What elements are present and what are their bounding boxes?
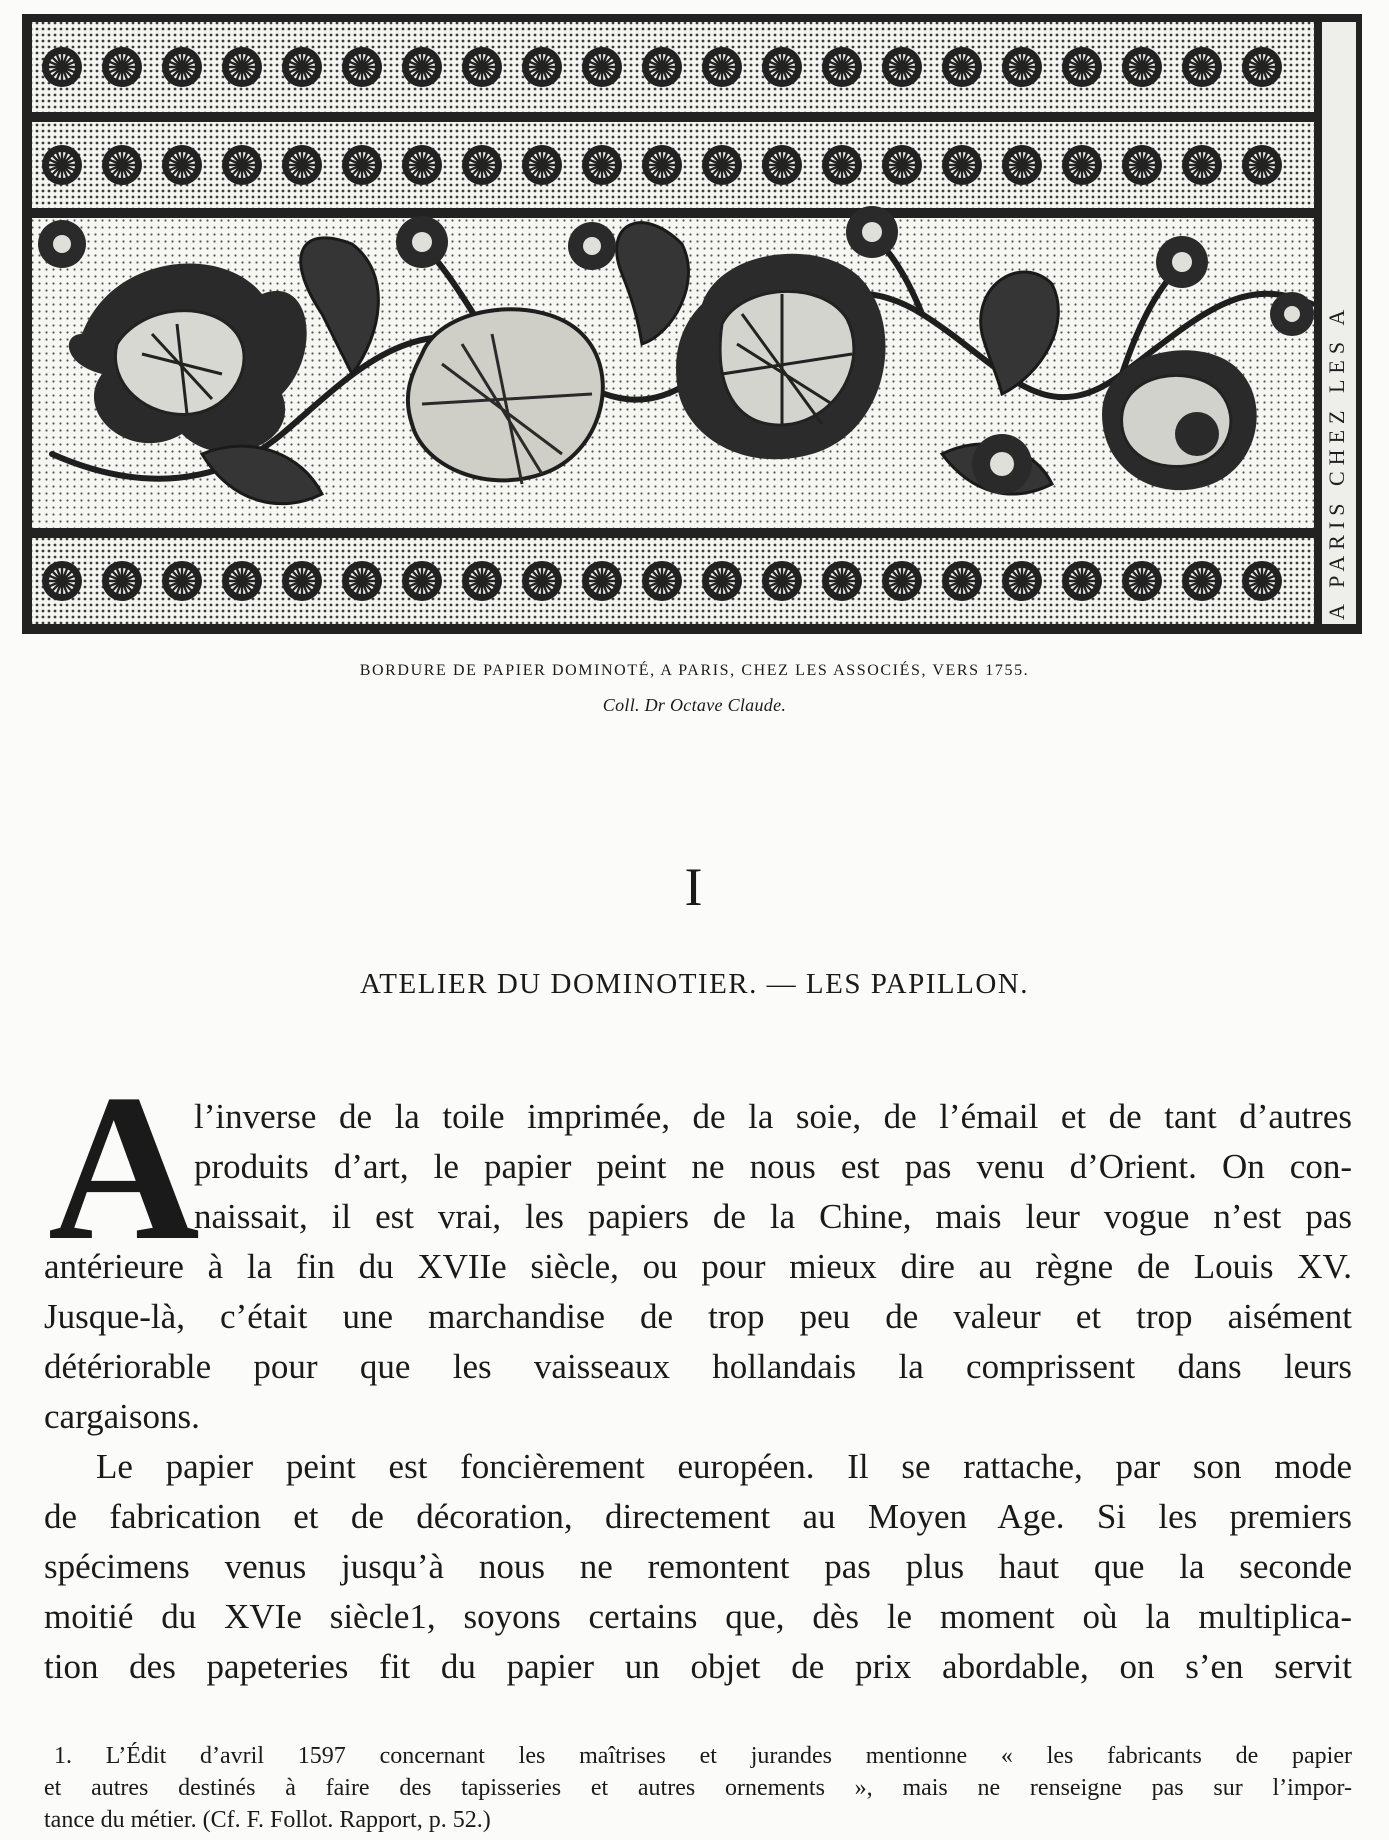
drop-cap: A (48, 1052, 200, 1284)
figure-credit: Coll. Dr Octave Claude. (602, 695, 787, 715)
floral-border-image (22, 14, 1362, 634)
plate-imprint-text (1318, 20, 1358, 630)
text-line: Le papier peint est foncièrement européen. Il se rattache, par son mode (96, 1447, 1352, 1486)
text-line: naissait, il est vrai, les papiers de la Chine, mais leur vogue n’est pas (194, 1197, 1352, 1236)
text-line: Jusque-là, c’était une marchandise de trop peu de valeur et trop aisément (44, 1297, 1352, 1336)
text-line: détériorable pour que les vaisseaux hollandais la comprissent dans leurs (44, 1347, 1352, 1386)
footnote-line: 1. L’Édit d’avril 1597 concernant les maîtrises et jurandes mentionne « les fabricants de papier (54, 1743, 1352, 1769)
text-line: tion des papeteries fit du papier un objet de prix abordable, on s’en servit (44, 1647, 1352, 1686)
footnote (44, 1740, 1352, 1836)
footnote-line: tance du métier. (Cf. F. Follot. Rapport, p. 52.) (44, 1807, 491, 1833)
figure-caption: BORDURE DE PAPIER DOMINOTÉ, A PARIS, CHEZ LES ASSOCIÉS, VERS 1755. (359, 662, 1030, 679)
text-line: cargaisons. (44, 1397, 200, 1436)
chapter-number: I (684, 857, 705, 917)
text-line: antérieure à la fin du XVIIe siècle, ou pour mieux dire au règne de Louis XV. (44, 1247, 1352, 1286)
paragraph-2 (44, 1442, 1352, 1692)
wallpaper-border-illustration (22, 14, 1362, 634)
chapter-title: ATELIER DU DOMINOTIER. — LES PAPILLON. (360, 968, 1029, 1000)
flower-center-left (408, 309, 603, 484)
flower-right (1102, 350, 1257, 490)
text-line: produits d’art, le papier peint ne nous est pas venu d’Orient. On con- (194, 1147, 1352, 1186)
text-line: de fabrication et de décoration, directement au Moyen Age. Si les premiers (44, 1497, 1352, 1536)
footnote-line: et autres destinés à faire des tapisseries et autres ornements », mais ne renseigne pas sur l’impor- (44, 1775, 1352, 1801)
text-line: l’inverse de la toile imprimée, de la soie, de l’émail et de tant d’autres (194, 1097, 1352, 1136)
svg-text:A PARIS CHEZ LES A: A PARIS CHEZ LES A (1324, 303, 1349, 620)
paragraph-1 (44, 1092, 1352, 1442)
text-line: moitié du XVIe siècle1, soyons certains que, dès le moment où la multiplica- (44, 1597, 1352, 1636)
vertical-imprint (1318, 20, 1358, 630)
text-line: spécimens venus jusqu’à nous ne remontent pas plus haut que la seconde (44, 1547, 1352, 1586)
